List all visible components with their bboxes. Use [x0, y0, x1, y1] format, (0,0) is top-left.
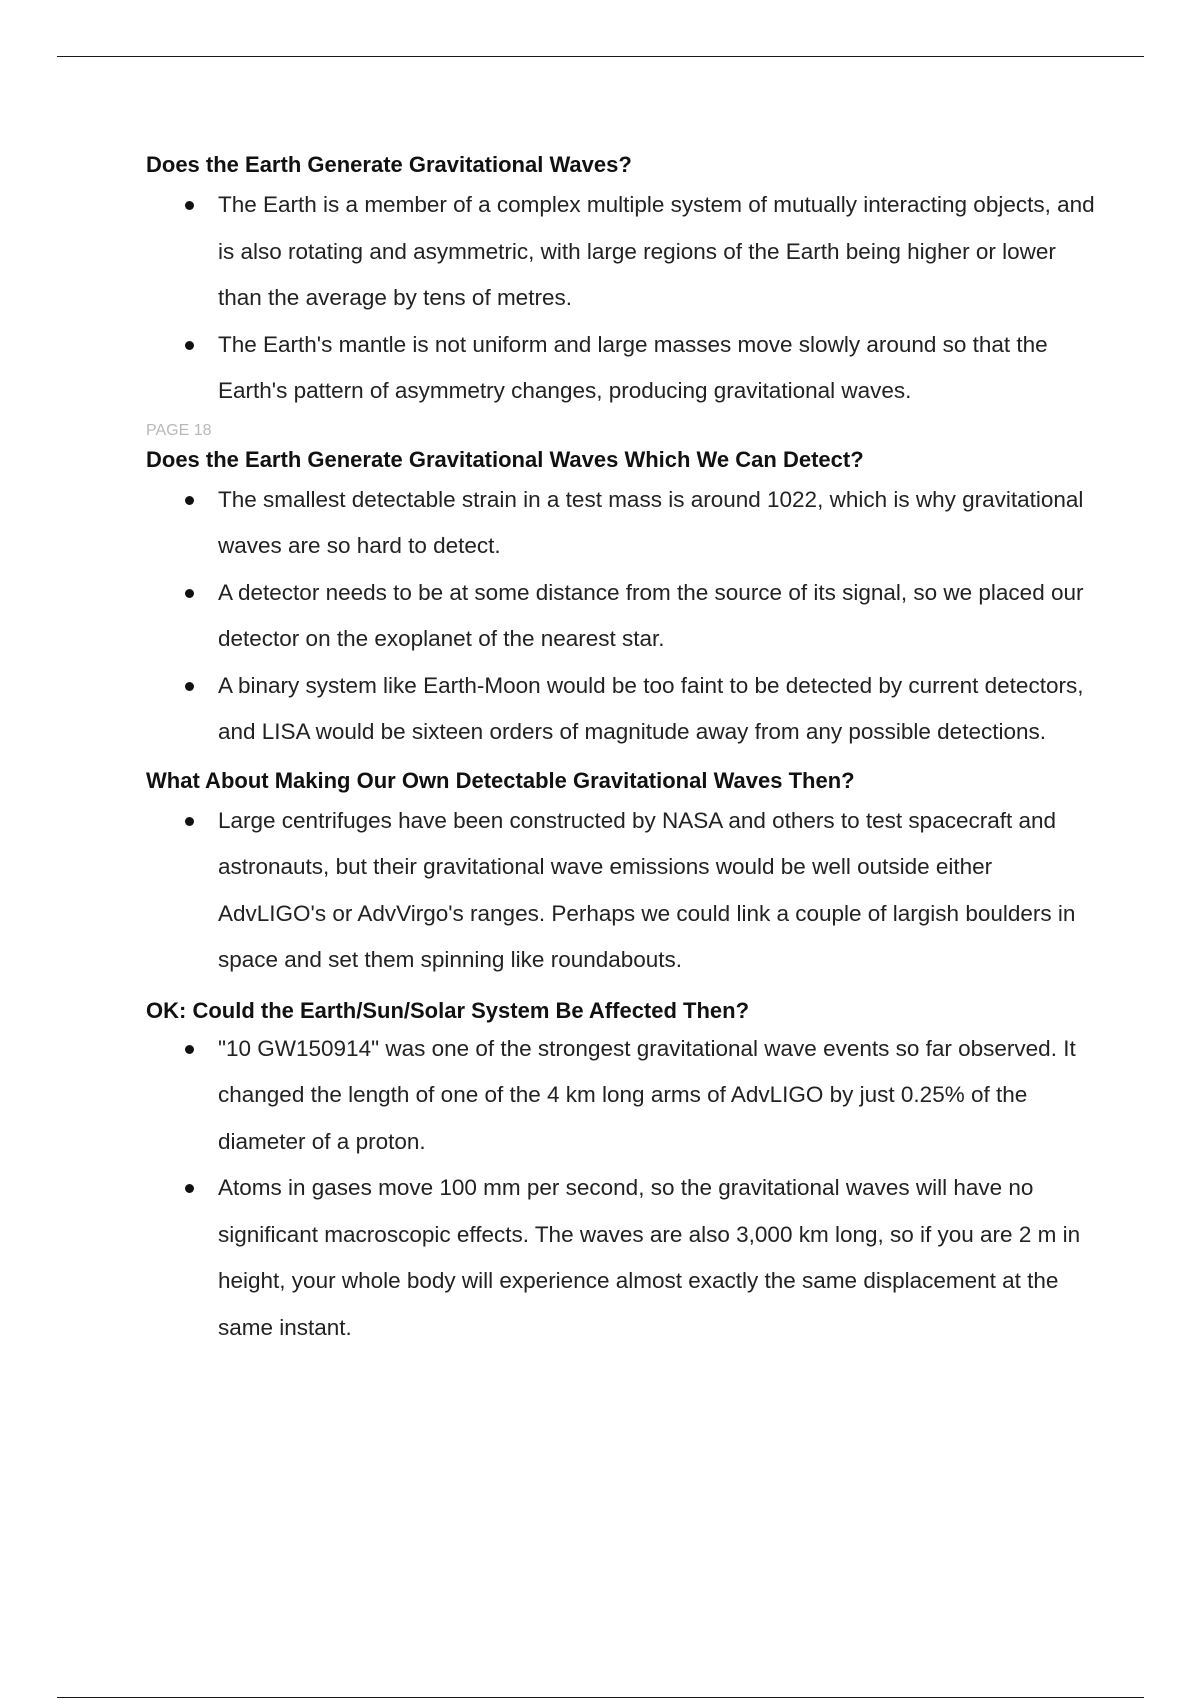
bullet-list	[146, 182, 1096, 415]
bullet-dot-icon	[185, 1184, 194, 1193]
section-heading: OK: Could the Earth/Sun/Solar System Be Affected Then?	[146, 997, 750, 1023]
bullet-list	[146, 1026, 1096, 1352]
list-item: The Earth's mantle is not uniform and large masses move slowly around so that the Earth's pattern of asymmetry changes, producing gravitational waves.	[146, 322, 1096, 415]
list-item: The smallest detectable strain in a test mass is around 1022, which is why gravitational waves are so hard to detect.	[146, 477, 1096, 570]
section-earth-generate	[146, 150, 1096, 415]
bullet-dot-icon	[185, 496, 194, 505]
list-item: The Earth is a member of a complex multiple system of mutually interacting objects, and is also rotating and asymmetric, with large regions of the Earth being higher or lower than the average by tens of metres.	[146, 182, 1096, 322]
section-earth-detect	[146, 445, 1096, 756]
bottom-rule	[57, 1697, 1144, 1698]
bullet-list	[146, 798, 1096, 984]
list-item: Large centrifuges have been constructed by NASA and others to test spacecraft and astronauts, but their gravitational wave emissions would be well outside either AdvLIGO's or AdvVirgo's ranges. Perhaps we could link a couple of largish boulders in space and set them spinning like roundabouts.	[146, 798, 1096, 984]
list-item: "10 GW150914" was one of the strongest gravitational wave events so far observed. It changed the length of one of the 4 km long arms of AdvLIGO by just 0.25% of the diameter of a proton.	[146, 1026, 1096, 1166]
list-item: A binary system like Earth-Moon would be too faint to be detected by current detectors, and LISA would be sixteen orders of magnitude away from any possible detections.	[146, 663, 1096, 756]
list-item: A detector needs to be at some distance from the source of its signal, so we placed our detector on the exoplanet of the nearest star.	[146, 570, 1096, 663]
section-heading: Does the Earth Generate Gravitational Waves Which We Can Detect?	[146, 446, 864, 472]
bullet-dot-icon	[185, 201, 194, 210]
top-rule	[57, 56, 1144, 57]
bullet-dot-icon	[185, 589, 194, 598]
bullet-dot-icon	[185, 682, 194, 691]
document-body	[146, 150, 1096, 1351]
bullet-list	[146, 477, 1096, 756]
bullet-dot-icon	[185, 817, 194, 826]
bullet-dot-icon	[185, 341, 194, 350]
section-heading: Does the Earth Generate Gravitational Waves?	[146, 152, 632, 177]
page-label: PAGE 18	[146, 421, 212, 439]
section-heading: What About Making Our Own Detectable Gravitational Waves Then?	[146, 767, 855, 793]
section-own-waves	[146, 766, 1096, 984]
section-solar-system	[146, 996, 1096, 1352]
list-item: Atoms in gases move 100 mm per second, so the gravitational waves will have no significant macroscopic effects. The waves are also 3,000 km long, so if you are 2 m in height, your whole body will experience almost exactly the same displacement at the same instant.	[146, 1165, 1096, 1351]
bullet-dot-icon	[185, 1045, 194, 1054]
